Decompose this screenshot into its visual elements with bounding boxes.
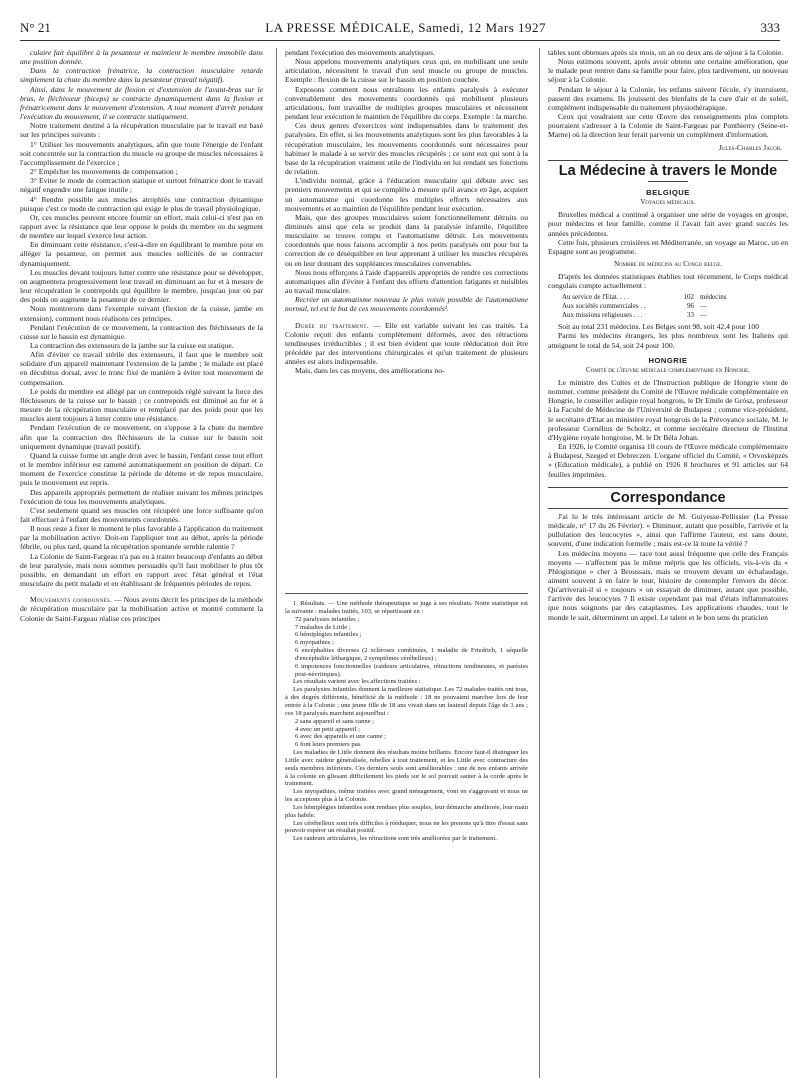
stat-value: 102 — [683, 293, 694, 302]
paragraph-text: La contraction des extenseurs de la jambe sur la cuisse est statique. — [30, 341, 234, 350]
stat-value: 96 — [687, 302, 694, 311]
paragraph — [20, 167, 263, 176]
paragraph-text: — Elle est variable suivant les cas traités. La Colonie reçoit des enfants complètement déformés, avec des rétractions tendineuses irréductibles ; il est bien évident que toute rééducation doit être précédée par des interventions chirurgicales et qu'un traitement de plusieurs années est alors indispensable. — [285, 320, 528, 367]
walk-item: 4 avec un petit appareil ; — [295, 725, 360, 733]
paragraph-text: Nous montrerons dans l'exemple suivant (flexion de la cuisse, jambe en extension), comment nous réalisons ces principes. — [20, 304, 263, 323]
paragraph-text: Des appareils appropriés permettent de réaliser suivant les mêmes principes l'exécution de tous les mouvements analytiques. — [20, 487, 263, 506]
paragraph-text: culaire fait équilibre à la pesanteur et maintient le membre immobile dans une position donnée. — [20, 48, 263, 67]
section-lead: Mouvements coordonnés. — [30, 595, 113, 605]
title-underline — [648, 181, 688, 182]
result-note: Les hémiplégies infantiles sont rendues plus souples, leur démarche améliorée, leur main plus habile. — [285, 803, 528, 819]
author-signature: Jules-Charles Jacob. — [718, 142, 782, 152]
correspondance-paragraph: J'ai lu le très intéressant article de M. Guiyesse-Pellissier (La Presse médicale, n° 17 du 26 Février). « Diminuer, autant que possible, l'arrivée et la pullulation des leucocytes », ainsi que l'affirme l'auteur, est sans doute, souvent, d'une indication formelle ; mais est-ce là toute la vérité ? — [548, 511, 788, 549]
paragraph — [20, 66, 263, 84]
case-item: 72 paralysies infantiles ; — [295, 615, 360, 623]
paragraph — [285, 213, 528, 268]
paragraph-text: Recréer un automatisme nouveau le plus voisin possible de l'automatisme normal, tel est le but de ces mouvements coordonnés¹. — [285, 295, 528, 314]
congo-paragraph: D'après les données statistiques établies tout récemment, le Corps médical congolais compte actuellement : — [548, 272, 788, 291]
paragraph — [20, 85, 263, 122]
result-note: Les cérébelleux sont très difficiles à rééduquer, nous ne les prenons qu'à titre d'essai sans pouvoir espérer un résultat positif. — [285, 819, 528, 835]
country-heading-belgique: BELGIQUE — [646, 187, 690, 197]
belgique-paragraph: Bruxelles médical a continué à organiser une série de voyages en groupe, pour médecins et leur famille, comme il l'avait fait avec grand succès les années précédentes. — [548, 210, 788, 238]
paragraph-text: Nous nous efforçons à l'aide d'appareils appropriés de rendre ces corrections automatiques afin d'éviter à l'enfant des efforts d'attention fatigants et nuisibles au travail musculaire. — [285, 267, 528, 296]
result-note: Les myopathies, même traitées avec grand ménagement, vont en s'aggravant et nous ne les acceptons plus à la Colonie. — [285, 788, 528, 804]
paragraph: tables sont obtenues après six mois, un an ou deux ans de séjour à la Colonie. — [548, 48, 784, 57]
paragraph — [285, 176, 528, 213]
paragraph — [20, 268, 263, 305]
hongrie-paragraph: Le ministre des Cultes et de l'Instruction publique de Hongrie vient de nommer, comme président du Comité de l'Œuvre médicale complémentaire en Hongrie, le conseiller aulique royal hongrois, le Dr Emile de Grósz, professeur à la Faculté de Médecine de l'Université de Budapest ; comme vice-président, le secrétaire d'Etat au ministère royal hongrois de la Prévoyance sociale, M. le professeur Cornélius de Scholtz, et comme secrétaire directeur de l'Institut d'Hygiène royale hongroise, M. le Dr Béla Johan. — [548, 378, 788, 442]
paragraph-gap — [20, 588, 263, 595]
paragraph: Ceux qui voudraient sur cette Œuvre des renseignements plus complets pourraient s'adresser à la Colonie de Saint-Fargeau par Ponthierry (Seine-et-Marne) où la direction leur ferait parvenir un complément d'information. — [548, 112, 788, 140]
case-item: 6 impotences fonctionnelles (raideurs articulaires, rétractions tendineuses, et parésies post-névritiques). — [295, 662, 528, 678]
column-divider — [276, 48, 277, 1078]
stat-row — [562, 311, 788, 320]
walk-item: 6 avec des appareils et une canne ; — [295, 733, 386, 741]
paragraph — [20, 48, 263, 66]
paragraph-text: Mais, que des groupes musculaires soient fonctionnellement détruits ou diminués ainsi que cela se produit dans la paralysie infantile, l'équilibre musculaire se trouve rompu et l'automatisme détruit. Les mouvements coordonnés que nous faisons accomplir à nos petits paralysés ont pour but la correction de ce déséquilibre en leur apprenant à utiliser les muscles récupérés ou en leur donnant des suppléances musculaires convenables. — [285, 212, 528, 268]
footnote-rule — [285, 593, 528, 594]
paragraph-text: Pendant l'exécution de ce mouvement, on s'oppose à la chute du membre afin que la contraction des fléchisseurs de la cuisse sur le bassin soit uniquement dynamique (travail positif). — [20, 423, 263, 451]
paragraph-text: L'individu normal, grâce à l'éducation musculaire qui débute avec ses premiers mouvements et qui se complète à mesure qu'il avance en âge, acquiert un automatisme qui coordonne les multiples efforts nécessaires aux mouvements et au maintien de l'équilibre pendant leur exécution. — [285, 176, 528, 213]
paragraph — [20, 488, 263, 506]
paragraph-text: — Nous avons décrit les principes de la méthode de récupération musculaire par la mobilisation active et montré comment la Colonie de Saint-Fargeau réalise ces principes — [20, 595, 263, 623]
column-divider — [539, 48, 540, 1078]
country-heading-hongrie: HONGRIE — [648, 355, 688, 365]
stat-unit: — — [700, 310, 707, 319]
stat-value: 33 — [687, 310, 694, 319]
case-item: 6 encéphalites diverses (2 scléroses combinées, 1 maladie de Friedrich, 1 séquelle d'encéphalite léthargique, 2 symptômes cérébelleux) ; — [295, 647, 528, 662]
paragraph-text: Afin d'éviter ce travail stérile des extenseurs, il faut que le membre soit solidaire d'un appareil maintenant l'extension de la jambe ; le malade est placé en décubitus dorsal, avec le tronc fixé de manière à éviter tout mouvement de compensation. — [20, 350, 263, 387]
paragraph — [20, 341, 263, 350]
paragraph-text: Quand la cuisse forme un angle droit avec le bassin, l'enfant cesse tout effort et le membre inférieur est ramené automatiquement en position de départ. Ce moment de l'exercice constitue la période de détente et de repos musculaire, puis le mouvement est repris. — [20, 450, 263, 488]
subheading-voyages: Voyages médicaux. — [640, 198, 696, 207]
results-intro: Les résultats varient avec les affections traitées : — [293, 678, 421, 686]
paragraph — [20, 451, 263, 488]
paragraph-text: 3° Eviter le mode de contraction statique et surtout frénatrice dont le travail négatif engendre une fatigue inutile ; — [20, 176, 263, 195]
article-column-2 — [285, 48, 528, 588]
paragraph-text: Pendant l'exécution de ce mouvement, la contraction des fléchisseurs de la cuisse sur le bassin est dynamique. — [20, 322, 263, 341]
paragraph — [20, 121, 263, 139]
paragraph — [20, 387, 263, 424]
stat-unit: médecins — [700, 293, 727, 302]
paragraph-text: Ces deux genres d'exercices sont indispensables dans le traitement des paralysies. En effet, si les mouvements analytiques sont les plus favorables à la récupération musculaire, les mouvements coordonnés sont nécessaires pour habituer le malade à se servir des muscles récupérés ; ce sont eux qui sont à la base de la récupération vraiment utile de l'individu en lui rendant ses fonctions de relation. — [285, 121, 528, 177]
paragraph — [285, 366, 528, 375]
result-note: Les maladies de Little donnent des résultats moins brillants. Encore faut-il distinguer les Little avec raideur généralisée, rebelles à tout traitement, et les Little avec contracture des seuls membres inférieurs. Ces derniers seuls sont améliorables : une de nos enfants arrivée à la colonie en glissant difficilement les pieds sur le sol pouvait sauter à la corde après le traitement. — [285, 749, 528, 788]
paragraph-text: Notre traitement destiné à la récupération musculaire par le travail est basé sur les principes suivants : — [20, 121, 263, 140]
paragraph-text: La Colonie de Saint-Fargeau n'a pas eu à traiter beaucoup d'enfants au début de leur paralysie, mais nous sommes persuadés qu'il faut mobiliser le plus tôt possible, en demandant un effort en rapport avec l'état général et l'état musculaire du petit malade et en établissant de fréquentes périodes de repos. — [20, 551, 263, 589]
paragraph-text: Les muscles devant toujours lutter contre une résistance pour se développer, on augmentera progressivement leur travail en diminuant au fur et à mesure de leur récupération le contrepoids qui équilibre le membre, jusqu'au jour où par des poids on augmente la pesanteur de ce dernier. — [20, 267, 263, 305]
belgique-paragraph: Cette fois, plusieurs croisières en Méditerranée, un voyage au Maroc, un en Espagne sont au programme. — [548, 237, 788, 256]
paragraph — [20, 240, 263, 267]
paragraph — [20, 506, 263, 524]
paragraph-text: Il nous reste à fixer le moment le plus favorable à l'application du traitement par la mobilisation active. Doit-on l'appliquer tout au début, après la période fébrile, ou plus tard, quand la récupération spontanée semble ralentie ? — [20, 524, 263, 552]
paragraph — [20, 140, 263, 167]
paragraph — [285, 268, 528, 295]
case-item: 6 hémiplégies infantiles ; — [295, 631, 362, 639]
footnote-intro: 1. Résultats. — Une méthode thérapeutique se juge à ses résultats. Notre statistique est la suivante : malades traités, 103, se répartissant en : — [285, 600, 528, 615]
paragraph — [20, 524, 263, 551]
stat-row — [562, 293, 788, 302]
paragraph — [20, 176, 263, 194]
paragraph-text: 4° Rendre possible aux muscles atrophiés une contraction dynamique puisque c'est ce mode de contraction qui exige le plus de travail physiologique. — [20, 194, 263, 213]
paragraph: Pendant le séjour à la Colonie, les enfants suivent l'école, s'y instruisent, passent des examens. Ils jouissent des bienfaits de la cure d'air et de soleil, complément indispensable du traitement physiothérapique. — [548, 84, 788, 112]
paragraph: Nous estimons souvent, après avoir obtenu une certaine amélioration, que le malade peut rentrer dans sa famille pour faire, plus tardivement, un nouveau séjour à la Colonie. — [548, 57, 788, 85]
paragraph-text: Exposons comment nous entraînons les enfants paralysés à exécuter convenablement des mouvements coordonnés qui mobilisent plusieurs articulations, font travailler de multiples groupes musculaires et nécessitent pendant leur exécution le maintien de l'équilibre du corps. Exemple : la marche. — [285, 84, 528, 122]
stat-unit: — — [700, 302, 707, 311]
congo-paragraph: Parmi les médecins étrangers, les plus nombreux sont les Italiens qui atteignent le total de 54, soit 24 pour 100. — [548, 331, 788, 350]
paragraph — [20, 323, 263, 341]
paragraph — [285, 48, 528, 57]
paragraph-text: Dans la contraction frénatrice, la contraction musculaire retarde simplement la chute du membre dans la pesanteur (travail négatif). — [20, 66, 263, 85]
section-title-medecine: La Médecine à travers le Monde — [558, 162, 778, 179]
paragraph-text: Or, ces muscles peuvent encore fournir un effort, mais celui-ci n'est pas en rapport avec la résistance que leur oppose le poids du membre ou du segment de membre sur lequel s'exerce leur action. — [20, 212, 263, 241]
paragraph-text: Le poids du membre est allégé par un contrepoids réglé suivant la force des fléchisseurs de la cuisse sur le bassin ; ce contrepoids est diminué au fur et à mesure de la récupération musculaire et remplacé par des poids pour que les muscles aient toujours à lutter contre une résistance. — [20, 386, 263, 424]
walk-item: 6 font leurs premiers pas. — [295, 741, 362, 749]
stat-label: Au service de l'Etat. . . . — [562, 293, 629, 302]
paragraph-text: Ainsi, dans le mouvement de flexion et d'extension de l'avant-bras sur le bras, le fléchisseur (biceps) se contracte dynamiquement dans la flexion et frénatricement dans le mouvement d'extension. A tout moment d'arrêt pendant l'exécution du mouvement, il se contracte statiquement. — [20, 84, 263, 122]
subheading-comite: Comité de l'œuvre médicale complémentaire en Hongrie. — [586, 365, 750, 374]
paragraph — [285, 57, 528, 84]
page-header — [20, 20, 780, 40]
paragraph — [285, 321, 528, 367]
stat-label: Aux sociétés commerciales . . — [562, 302, 646, 311]
subheading-congo: Nombre de médecins au Congo belge. — [614, 259, 722, 268]
case-item: 6 myopathies ; — [295, 639, 334, 647]
paragraph — [285, 121, 528, 176]
section-rule — [548, 487, 788, 488]
congo-paragraph: Soit au total 231 médecins. Les Belges sont 98, soit 42,4 pour 100 — [558, 322, 760, 332]
paragraph-gap — [285, 314, 528, 321]
result-note: Les raideurs articulaires, les rétractions sont très améliorées par le traitement. — [293, 835, 497, 843]
section-lead: Durée du traitement. — [295, 320, 369, 330]
paralysies-note: Les paralysies infantiles donnent la meilleure statistique. Les 72 malades traités ont tous, à des degrés différents, bénéficié de la méthode : 18 ne pouvaient marcher lors de leur entrée à la Colonie ; une jeune fille de 18 ans vivait dans un fauteuil depuis l'âge de 3 ans ; ces 18 paralysés marchent aujourd'hui : — [285, 686, 528, 717]
paragraph-text: Mais, dans les cas moyens, des améliorations no- — [295, 366, 445, 376]
paragraph-text: 1° Utiliser les mouvements analytiques, afin que toute l'énergie de l'enfant soit concentrée sur la contraction du muscle ou groupe de muscles nécessaires à l'accomplissement de l'exercice ; — [20, 139, 263, 167]
congo-statistics — [562, 293, 788, 319]
paragraph — [20, 213, 263, 240]
header-rule — [20, 40, 780, 41]
paragraph — [20, 350, 263, 387]
paragraph — [20, 304, 263, 322]
page-number: 333 — [760, 20, 780, 35]
paragraph — [20, 423, 263, 450]
issue-number: N° 21 — [20, 20, 51, 35]
paragraph — [285, 295, 528, 313]
hongrie-paragraph: En 1926, le Comité organisa 10 cours de l'Œuvre médicale complémentaire à Budapest, Szeged et Debreczen. L'organe officiel du Comité, « Orvosképzés » (Education médicale), a publié en 1926 8 brochures et 91 articles sur 64 feuilles imprimées. — [548, 442, 788, 479]
paragraph — [285, 85, 528, 122]
section-rule — [548, 508, 788, 509]
paragraph — [20, 595, 263, 622]
footnote-results — [285, 600, 528, 1080]
stat-label: Aux missions religieuses . . . — [562, 310, 643, 319]
paragraph — [20, 195, 263, 213]
paragraph — [20, 552, 263, 589]
paragraph-text: 2° Empêcher les mouvements de compensation ; — [30, 167, 178, 177]
paragraph-text: C'est seulement quand ses muscles ont récupéré une force suffisante qu'on fait effectuer à l'enfant des mouvements coordonnés. — [20, 505, 263, 524]
correspondance-paragraph: Les médecins moyens — race tout aussi fréquente que celle des Français moyens — n'affectent pas le même mépris que les officiels, vis-à-vis du « Phlogistique » cher à Broussais, mais se trouvent devant un échafaudage, aiment souvent à en faire le tour, histoire de contempler l'envers du décor. Qu'arriverait-il si « toujours » on essayait de diminuer, autant que possible, l'arrivée des leucocytes ? Il existe cependant pas mal d'états inflammatoires que nous soignons par des cataplasmes. Les applications chaudes, tout le monde le sait, déterminent un appel. Le talent et le bon sens du praticien — [548, 548, 788, 622]
stat-row — [562, 302, 788, 311]
paragraph-text: En diminuant cette résistance, c'est-à-dire en équilibrant le membre pour en alléger la pesanteur, on permet aux muscles sollicités de se contracter dynamiquement. — [20, 240, 263, 268]
article-column-1 — [20, 48, 263, 1078]
paragraph-text: pendant l'exécution des mouvements analytiques. — [285, 48, 436, 57]
paragraph-text: Nous appelons mouvements analytiques ceux qui, en mobilisant une seule articulation, nécessitent le travail d'un seul muscle ou groupe de muscles. Exemple : flexion de la cuisse sur le bassin en position couchée. — [285, 57, 528, 85]
article-column-3 — [548, 48, 788, 1078]
case-item: 7 maladies de Little ; — [295, 623, 351, 631]
journal-title: LA PRESSE MÉDICALE, Samedi, 12 Mars 1927 — [265, 20, 547, 35]
section-title-correspondance: Correspondance — [610, 489, 726, 506]
section-rule — [548, 160, 788, 161]
walk-item: 2 sans appareil et sans canne ; — [295, 717, 375, 725]
